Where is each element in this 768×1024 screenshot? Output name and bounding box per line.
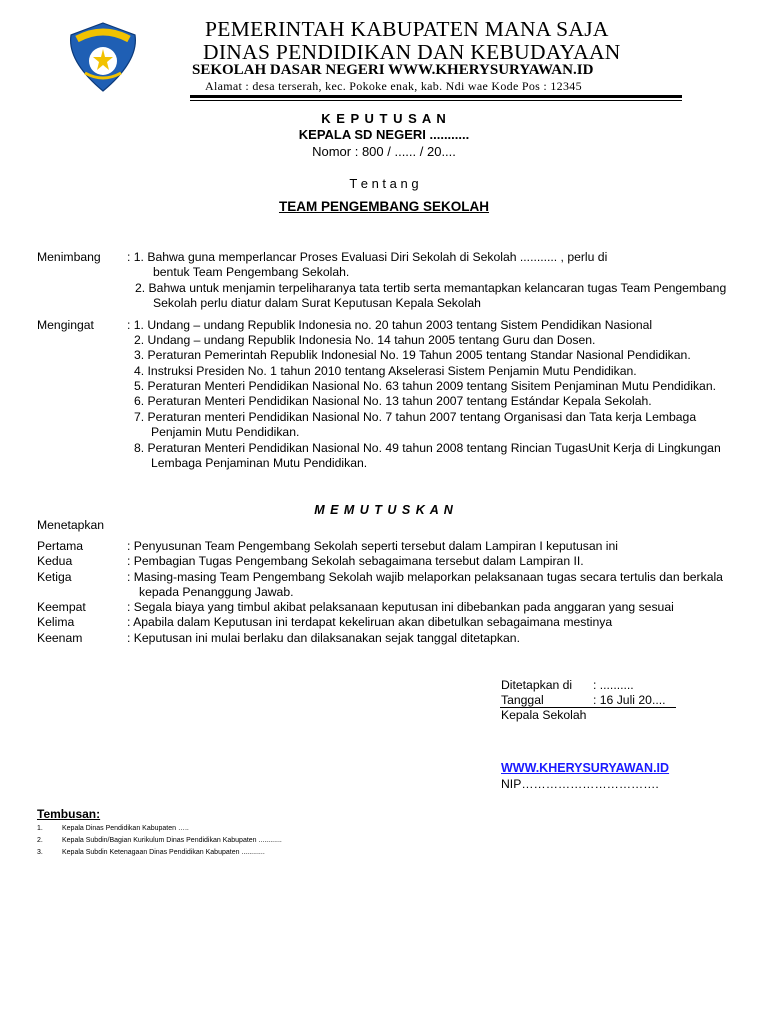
mengingat-label: Mengingat <box>37 318 94 332</box>
title-nomor: Nomor : 800 / ...... / 20.... <box>312 144 456 159</box>
tembusan-item-2: Kepala Subdin/Bagian Kurikulum Dinas Pendidikan Kabupaten ............ <box>62 837 282 844</box>
menimbang-item-1-line-1: : 1. Bahwa guna memperlancar Proses Evaluasi Diri Sekolah di Sekolah ........... , perlu di <box>127 250 608 264</box>
header-line-3: SEKOLAH DASAR NEGERI WWW.KHERYSURYAWAN.ID <box>192 62 594 78</box>
mengingat-item-8-line-1: 8. Peraturan Menteri Pendidikan Nasional No. 49 tahun 2008 tentang Rincian TugasUnit Kerja di Lingkungan <box>134 441 721 455</box>
header-rule-thick <box>190 95 682 98</box>
ditetapkan-label: Ditetapkan di <box>501 678 573 692</box>
tut-wuri-handayani-logo <box>63 21 143 93</box>
title-kepala: KEPALA SD NEGERI ........... <box>298 127 470 142</box>
header-line-2: DINAS PENDIDIKAN DAN KEBUDAYAAN <box>203 40 621 64</box>
mengingat-item-8-line-2: Lembaga Penjaminan Mutu Pendidikan. <box>151 456 368 470</box>
ketiga-label: Ketiga <box>37 570 72 584</box>
title-tentang: T e n t a n g <box>349 176 419 191</box>
tanggal-value: : 16 Juli 20.... <box>593 693 666 707</box>
mengingat-item-7-line-2: Penjamin Mutu Pendidikan. <box>151 425 300 439</box>
mengingat-item-7-line-1: 7. Peraturan menteri Pendidikan Nasional No. 7 tahun 2007 tentang Organisasi dan Tata kerja Lembaga <box>134 410 697 424</box>
keenam-label: Keenam <box>37 631 83 645</box>
kepala-sekolah-label: Kepala Sekolah <box>501 708 587 722</box>
tanggal-label: Tanggal <box>501 693 544 707</box>
keempat-label: Keempat <box>37 600 86 614</box>
menetapkan-label: Menetapkan <box>37 518 105 532</box>
kelima-label: Kelima <box>37 615 75 629</box>
tembusan-num-1: 1. <box>37 825 43 832</box>
mengingat-item-6: 6. Peraturan Menteri Pendidikan Nasional No. 13 tahun 2007 tentang Estándar Kepala Sekolah. <box>134 394 652 408</box>
kedua-text: : Pembagian Tugas Pengembang Sekolah sebagaimana tersebut dalam Lampiran II. <box>127 554 584 568</box>
tembusan-item-3: Kepala Subdin Ketenagaan Dinas Pendidikan Kabupaten ............ <box>62 849 265 856</box>
keempat-text: : Segala biaya yang timbul akibat pelaksanaan keputusan ini dibebankan pada anggaran yang sesuai <box>127 600 674 614</box>
pertama-text: : Penyusunan Team Pengembang Sekolah seperti tersebut dalam Lampiran I keputusan ini <box>127 539 618 553</box>
mengingat-item-3: 3. Peraturan Pemerintah Republik Indonesial No. 19 Tahun 2005 tentang Standar Nasional Pendidikan. <box>134 348 691 362</box>
menimbang-item-1-line-2: bentuk Team Pengembang Sekolah. <box>153 265 350 279</box>
keenam-text: : Keputusan ini mulai berlaku dan dilaksanakan sejak tanggal ditetapkan. <box>127 631 520 645</box>
ketiga-text-line-1: : Masing-masing Team Pengembang Sekolah wajib melaporkan pelaksanaan tugas secara tertulis dan berkala <box>127 570 723 584</box>
nip-line: NIP……………………………. <box>501 777 659 791</box>
title-subject: TEAM PENGEMBANG SEKOLAH <box>278 199 489 214</box>
header-line-1: PEMERINTAH KABUPATEN MANA SAJA <box>205 17 609 41</box>
mengingat-item-4: 4. Instruksi Presiden No. 1 tahun 2010 tentang Akselerasi Sistem Penjamin Mutu Pendidikan. <box>134 364 637 378</box>
ditetapkan-value: : .......... <box>593 678 634 692</box>
tembusan-heading: Tembusan: <box>37 807 101 821</box>
tembusan-num-2: 2. <box>37 837 43 844</box>
signatory-link[interactable]: WWW.KHERYSURYAWAN.ID <box>501 761 670 775</box>
header-address: Alamat : desa terserah, kec. Pokoke enak, kab. Ndi wae Kode Pos : 12345 <box>205 79 582 93</box>
mengingat-item-1: : 1. Undang – undang Republik Indonesia no. 20 tahun 2003 tentang Sistem Pendidikan Nasional <box>127 318 653 332</box>
mengingat-item-2: 2. Undang – undang Republik Indonesia No. 14 tahun 2005 tentang Guru dan Dosen. <box>134 333 596 347</box>
menimbang-item-2-line-1: 2. Bahwa untuk menjamin terpeliharanya tata tertib serta memantapkan kelancaran tugas Team Pengembang <box>135 281 727 295</box>
title-keputusan: K E P U T U S A N <box>321 111 447 126</box>
kelima-text: : Apabila dalam Keputusan ini terdapat kekeliruan akan dibetulkan sebagaimana mestinya <box>127 615 613 629</box>
memutuskan-heading: M E M U T U S K A N <box>314 503 454 517</box>
mengingat-item-5: 5. Peraturan Menteri Pendidikan Nasional No. 63 tahun 2009 tentang Sisitem Penjaminan Mutu Pendidikan. <box>134 379 716 393</box>
header-rule-thin <box>190 100 682 101</box>
ketiga-text-line-2: kepada Penanggung Jawab. <box>139 585 294 599</box>
menimbang-label: Menimbang <box>37 250 101 264</box>
menimbang-item-2-line-2: Sekolah perlu diatur dalam Surat Keputusan Kepala Sekolah <box>153 296 481 310</box>
pertama-label: Pertama <box>37 539 84 553</box>
tembusan-item-1: Kepala Dinas Pendidikan Kabupaten ….. <box>62 825 189 832</box>
kedua-label: Kedua <box>37 554 73 568</box>
tembusan-num-3: 3. <box>37 849 43 856</box>
